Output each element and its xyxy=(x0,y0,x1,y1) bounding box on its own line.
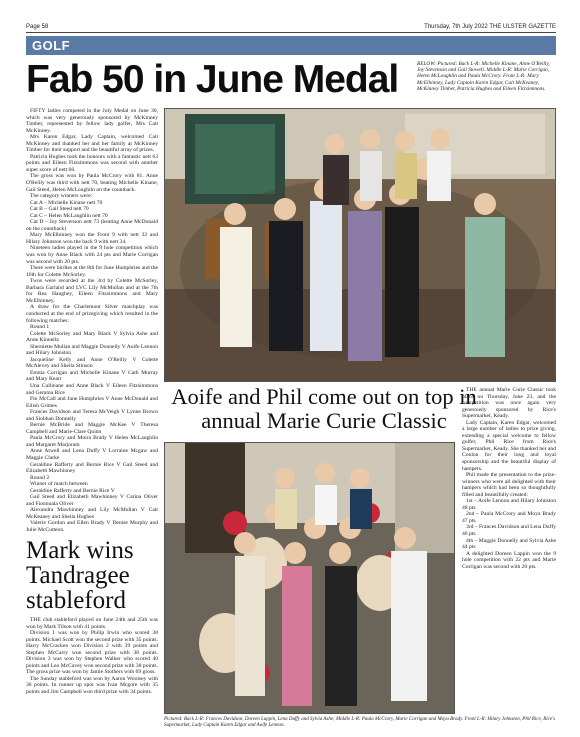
story-paragraph: The Sunday stableford was won by Aaron Woolsey with 36 points. In runner up spot was Ivan Mcgore with 35 points and Jim Campbell won third prize with 34 points. xyxy=(26,675,158,696)
story-paragraph: Alexandra Mawhinney and Lily McMullan V Cait McKeaney and Sheila Hughes xyxy=(26,507,158,520)
story-paragraph: Cat A – Michelle Kinane nett 70 xyxy=(30,199,103,206)
story-paragraph: Phil made the presentation to the prize-winners who were all delighted with their hampers which had been so thoughtfully filled and beautifully created: xyxy=(462,472,556,498)
story-paragraph: Round 1 xyxy=(30,324,50,331)
story-paragraph: Lady Captain, Karen Edgar, welcomed a large number of ladies to prize giving, extending a special welcome to fellow golfer, Phil Rice from Rice's Supermarket, Keady. She thanked her and Conlon for their long and loyal sponsorship and the beautiful display of hampers. xyxy=(462,419,556,472)
bottom-photo-caption: Pictured: Back L-R: Frances Davidson, Doreen Lappin, Lena Duffy and Sylvia Ashe; Middle L-R: Paula McCrory, Marie Corrigan and Moya Brady. Front L-R: Hilary Johnston, Phil Rice, Rice's Supermarket, Lady Captain Karen Edgar and Aoife Lennon. xyxy=(164,717,556,728)
story-paragraph: Division 1 was won by Philip Irwin who scored 38 points. Michael Scott won the second prize with 35 points. Harry McCracken won Division 2 with 39 points and Stephen McCarry won second prize with 38 points. Division 3 was won by Stephen Walker who scored 40 points and Leo McCavey won second prize with 38 points. The gross prize was won by Jamie Stothers with 69 gross. xyxy=(26,630,158,676)
story-paragraph: 1st – Aoife Lennon and Hilary Johnston 48 pts xyxy=(462,498,556,511)
story-paragraph: The gross was won by Paula McCrory with 81. Anne O'Reilly was third with nett 70, beating Michelle Kinane, Gail Steed, Helen McLoughlin on the countback. xyxy=(26,173,158,193)
june-medal-group-photo xyxy=(164,108,556,382)
dateline: Thursday, 7th July 2022 THE ULSTER GAZETTE xyxy=(424,24,556,30)
story-paragraph: 3rd – Frances Davidson and Lena Duffy 46 pts xyxy=(462,524,556,538)
story-paragraph: Sherniette Mullan and Maggie Donnelly V Aoife Lennon and Hilary Johnston xyxy=(26,343,158,357)
story-paragraph: Nineteen ladies played in the 9 hole competition which was won by Anne Black with 24 pts and Marie Corrigan was second with 20 pts. xyxy=(26,245,158,265)
page-header xyxy=(26,24,556,34)
section-label: GOLF xyxy=(32,38,71,53)
story-paragraph: Gail Steed and Elizabeth Mawhinney V Carina Oliver and Fionnuala Oliver xyxy=(26,494,158,507)
story-paragraph: Paula McCrory and Moira Brady V Helen McLaughlin and Margaret Marjoram xyxy=(26,435,158,448)
story-paragraph: Cat B – Gail Steed nett 70 xyxy=(30,206,89,213)
story-paragraph: FIFTY ladies competed in the July Medal on June 30, which was very generously sponsored by McKinney Timber, represented by fellow lady golfer, Mrs Cait McKinney. xyxy=(26,108,158,134)
story-paragraph: Una Cullinane and Anne Black V Eileen Fitzsimmons and Gemma Rice xyxy=(26,382,158,396)
story-paragraph: Jacqueline Kelly and Anne O'Reilly V Colette McAlevey and Sheila Stinson xyxy=(26,356,158,370)
story-paragraph: Round 2 xyxy=(30,474,50,481)
story-paragraph: Frances Davidson and Teresa McVeigh V Lynne Brown and Siobhan Donnelly xyxy=(26,409,158,422)
story-paragraph: Anne Atwell and Lena Duffy V Lorraine Mcgaw and Maggie Clarke xyxy=(26,448,158,461)
story-paragraph: There were birdies at the 8th for June Humphries and the 16th for Colette McSorley. xyxy=(26,265,158,278)
story-paragraph: Mrs Karen Edgar, Lady Captain, welcomed Cait McKinney and thanked her and her family at McKinney Timber for their support and the beautiful array of prizes. xyxy=(26,134,158,154)
marie-curie-headline: Aoife and Phil come out on top in annual Marie Curie Classic xyxy=(171,384,477,433)
page-number: Page 58 xyxy=(26,24,49,30)
story-paragraph: Mary McElhinney won the Front 9 with nett 32 and Hilary Johnston won the back 9 with nett 34. xyxy=(26,232,158,245)
story-paragraph: Geraldine Rafferty and Bernie Rice V Gail Steed and Elizabeth Mawhinney xyxy=(26,461,158,475)
story-paragraph: Geraldine Rafferty and Bernie Rice V xyxy=(30,487,115,494)
story-paragraph: 4th – Maggie Donnelly and Sylvia Ashe 44 pts xyxy=(462,537,556,551)
june-medal-group-photo-image xyxy=(165,109,556,382)
story-paragraph: Emma Corrigan and Michelle Kinane V Cath Murray and Mary Kearr xyxy=(26,369,158,383)
story-paragraph: Flo McCall and June Humphries V Anne McDonald and Eilish Grimes xyxy=(26,396,158,409)
story-paragraph: Bernie McBride and Maggie McKee V Theresa Campbell and Marie-Clare Quinn xyxy=(26,422,158,435)
top-photo-caption: BELOW: Pictured: Back L-R: Michelle Kinane, Anne O'Reilly, Joy Stevenson and Gail Stowell. Middle L-R: Marie Corrigan, Helen McLoughlin and Paula McCrory. Front L-R: Mary McElhinney, Lady Captain Karen Edgar, Cait McKeaney, McKinney Timber, Patricia Hughes and Eileen Fitzsimmons. xyxy=(417,61,550,92)
story-paragraph: A draw for the Charlemont Silver matchplay was conducted at the end of prizegiving which resulted in the following matches: xyxy=(26,304,158,324)
story-paragraph: Winner of match between xyxy=(30,481,88,488)
main-story xyxy=(26,108,158,533)
story-paragraph: Patricia Hughes took the honours with a fantastic nett 63 points and Eileen Fitzsimmons was second with another super score of nett 66. xyxy=(26,153,158,173)
section-banner xyxy=(26,36,556,55)
marie-curie-story xyxy=(462,387,556,717)
story-paragraph: The category winners were: xyxy=(30,193,93,200)
story-paragraph: THE annual Marie Curie Classic took place on Thursday, June 23, and the competition was once again very generously sponsored by Rice's Supermarket, Keady. xyxy=(462,387,556,420)
story-paragraph: 2nd – Paula McCrory and Moya Brady 47 pts xyxy=(462,511,556,524)
story-paragraph: Colette McSorley and Mary Black V Sylvia Ashe and Anne Kinnella xyxy=(26,330,158,344)
story-paragraph: Cat D – Joy Stevenson nett 73 (beating Anne McDonald on the countback) xyxy=(26,219,158,232)
main-headline: Fab 50 in June Medal xyxy=(26,58,399,101)
story-paragraph: Cat C – Helen McLaughlin nett 70 xyxy=(30,212,108,219)
marie-curie-group-photo-image xyxy=(165,443,455,714)
story-paragraph: Valerie Gordon and Ellen Brady V Denise Murphy and Julie McCutteon. xyxy=(26,520,158,533)
story-paragraph: A delighted Doreen Lappin won the 9 hole competition with 22 pts and Marie Corrigan was second with 20 pts. xyxy=(462,550,556,570)
mark-story xyxy=(26,617,158,717)
header-rule xyxy=(26,32,556,33)
story-paragraph: THE club stableford played on June 24th and 25th was won by Mark Tilson with 41 points. xyxy=(26,617,158,630)
mark-headline: Mark wins Tandragee stableford xyxy=(26,537,134,614)
marie-curie-group-photo xyxy=(164,442,455,714)
story-paragraph: Twos were recorded at the 3rd by Colette McSorley, Barbara Garland and LVC Lily McMullan and at the 7th for Rea Haughey, Eileen Fitzsimmons and Mary McElhinney. xyxy=(26,278,158,304)
